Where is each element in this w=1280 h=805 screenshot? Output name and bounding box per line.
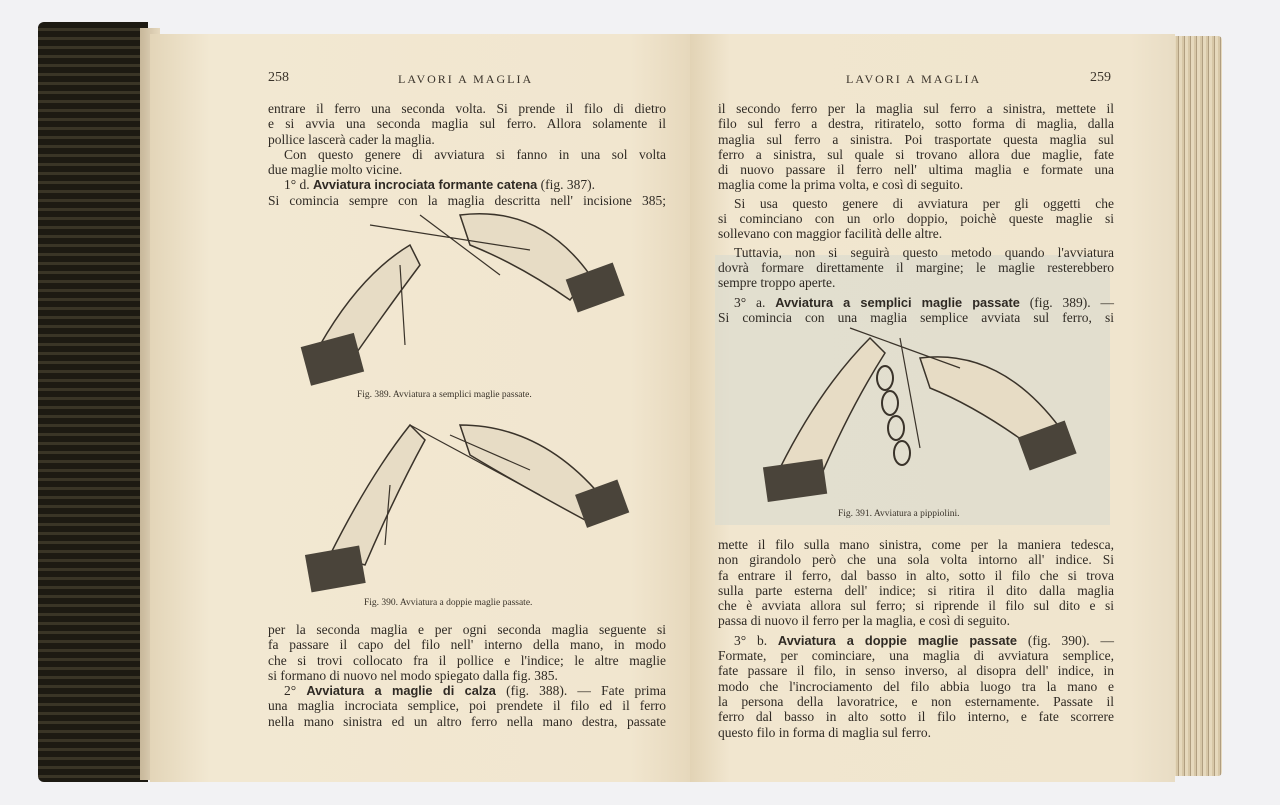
figure-ref: (fig. 390). — — [1027, 632, 1114, 648]
section-title: Avviatura a doppie maglie passate — [777, 632, 1018, 648]
text-line: entrare il ferro una seconda volta. Si prende il filo di dietro — [268, 101, 666, 116]
page-edges — [1170, 36, 1222, 776]
section-heading-2 — [268, 683, 666, 698]
text-line: mette il filo sulla mano sinistra, come per la maniera tedesca, — [718, 537, 1114, 552]
text-line: la persona della lavoratrice, e non esternamente. Passate il — [718, 693, 1114, 709]
text-line: maglia come la prima volta, e così di seguito. — [718, 177, 964, 193]
text-line: modo che l'incrociamento del filo abbia luogo tra la mano e — [718, 678, 1114, 694]
text-line: dovrà formare direttamente il margine; le maglie resterebbero — [718, 259, 1114, 275]
section-title: Avviatura a semplici maglie passate — [775, 294, 1020, 310]
left-bottom-text — [268, 622, 666, 729]
figure-ref: (fig. 387). — [540, 177, 596, 193]
text-line: fate passare il filo, in senso inverso, al disopra dell' indice, in — [718, 663, 1114, 679]
text-line: ferro a sinistra, sul quale si trovano allora due maglie, fate — [718, 146, 1114, 162]
text-line: filo sul ferro a destra, ritiratelo, sotto forma di maglia, dalla — [718, 116, 1114, 132]
right-bottom-text — [718, 537, 1114, 740]
fig-389-illustration — [300, 205, 640, 390]
text-line: si cominciano con un orlo doppio, poichè queste maglie si — [718, 211, 1114, 227]
text-line: due maglie molto vicine. — [268, 162, 403, 178]
text-line: sollevano con maggior facilità delle altre. — [718, 226, 943, 242]
right-top-text — [718, 101, 1114, 325]
text-line: fa entrare il ferro, dal basso in alto, sotto il filo che si trova — [718, 567, 1114, 583]
section-heading-3a — [718, 295, 1114, 310]
section-title: Avviatura a maglie di calza — [306, 683, 496, 699]
fig-390-illustration — [300, 415, 640, 595]
left-running-head: LAVORI A MAGLIA — [398, 72, 534, 86]
text-line: Formate, per cominciare, una maglia di avviatura semplice, — [718, 648, 1114, 664]
text-line: fa passare il capo del filo nell' interno della mano, in modo — [268, 637, 666, 653]
fig-391-caption: Fig. 391. Avviatura a pippiolini. — [838, 509, 960, 519]
fig-391-illustration — [760, 318, 1080, 508]
text-line: Con questo genere di avviatura si fanno in una sol volta — [284, 146, 666, 162]
figure-ref: (fig. 388). — Fate prima — [506, 683, 666, 699]
right-page-number: 259 — [1090, 70, 1111, 85]
section-number: 2° — [284, 683, 297, 699]
text-line: maglia sul ferro a sinistra. Poi trasportate questa maglia sul — [718, 131, 1114, 147]
section-number: 3° a. — [734, 294, 766, 310]
text-line: nella mano sinistra ed un altro ferro nella mano destra, passate — [268, 713, 666, 729]
figure-ref: (fig. 389). — — [1029, 294, 1114, 310]
text-line: una maglia incrociata semplice, poi prendete il filo ed il ferro — [268, 698, 666, 714]
text-line: non girandolo però che una sola volta intorno all' indice. Si — [718, 552, 1114, 568]
left-page-number: 258 — [268, 70, 289, 85]
section-number: 3° b. — [734, 632, 768, 648]
text-line: di nuovo passare il ferro nell' ultima maglia e formate una — [718, 162, 1114, 178]
text-line: sempre troppo aperte. — [718, 275, 836, 291]
text-line: che è avviata allora sul ferro; si riprende il filo sul dito e si — [718, 598, 1114, 614]
text-line: ferro dal basso in alto sotto il filo interno, e fate scorrere — [718, 709, 1114, 725]
book-spine — [38, 22, 148, 782]
text-line: Si comincia sempre con la maglia descritta nell' incisione 385; — [268, 192, 666, 208]
text-line: Si comincia con una maglia semplice avviata sul ferro, si — [718, 309, 1114, 325]
text-line: e si avvia una seconda maglia sul ferro. Allora solamente il — [268, 116, 666, 132]
section-title: Avviatura incrociata formante catena — [313, 177, 538, 193]
text-line: per la seconda maglia e per ogni seconda maglia seguente si — [268, 622, 666, 637]
text-line: Si usa questo genere di avviatura per gli oggetti che — [734, 195, 1114, 211]
text-line: pollice lascerà cader la maglia. — [268, 131, 435, 147]
fig-389-caption: Fig. 389. Avviatura a semplici maglie passate. — [357, 390, 532, 400]
text-line: che si trovi collocato fra il pollice e l'indice; le altre maglie — [268, 652, 666, 668]
text-line: si formano di nuovo nel modo spiegato dalla fig. 385. — [268, 667, 558, 683]
text-line: Tuttavia, non si seguirà questo metodo quando l'avviatura — [734, 244, 1114, 260]
text-line: sulla parte esterna dell' indice; si ritira il dito dalla maglia — [718, 582, 1114, 598]
section-heading-3b — [718, 633, 1114, 648]
right-running-head: LAVORI A MAGLIA — [846, 72, 982, 86]
text-line: il secondo ferro per la maglia sul ferro a sinistra, mettete il — [718, 101, 1114, 116]
left-top-text — [268, 101, 666, 208]
text-line: questo filo in forma di maglia sul ferro. — [718, 724, 931, 740]
section-number: 1° d. — [284, 177, 310, 193]
text-line: passa di nuovo il ferro per la maglia, e così di seguito. — [718, 613, 1011, 629]
section-heading-1d — [268, 177, 666, 192]
fig-390-caption: Fig. 390. Avviatura a doppie maglie passate. — [364, 598, 533, 608]
